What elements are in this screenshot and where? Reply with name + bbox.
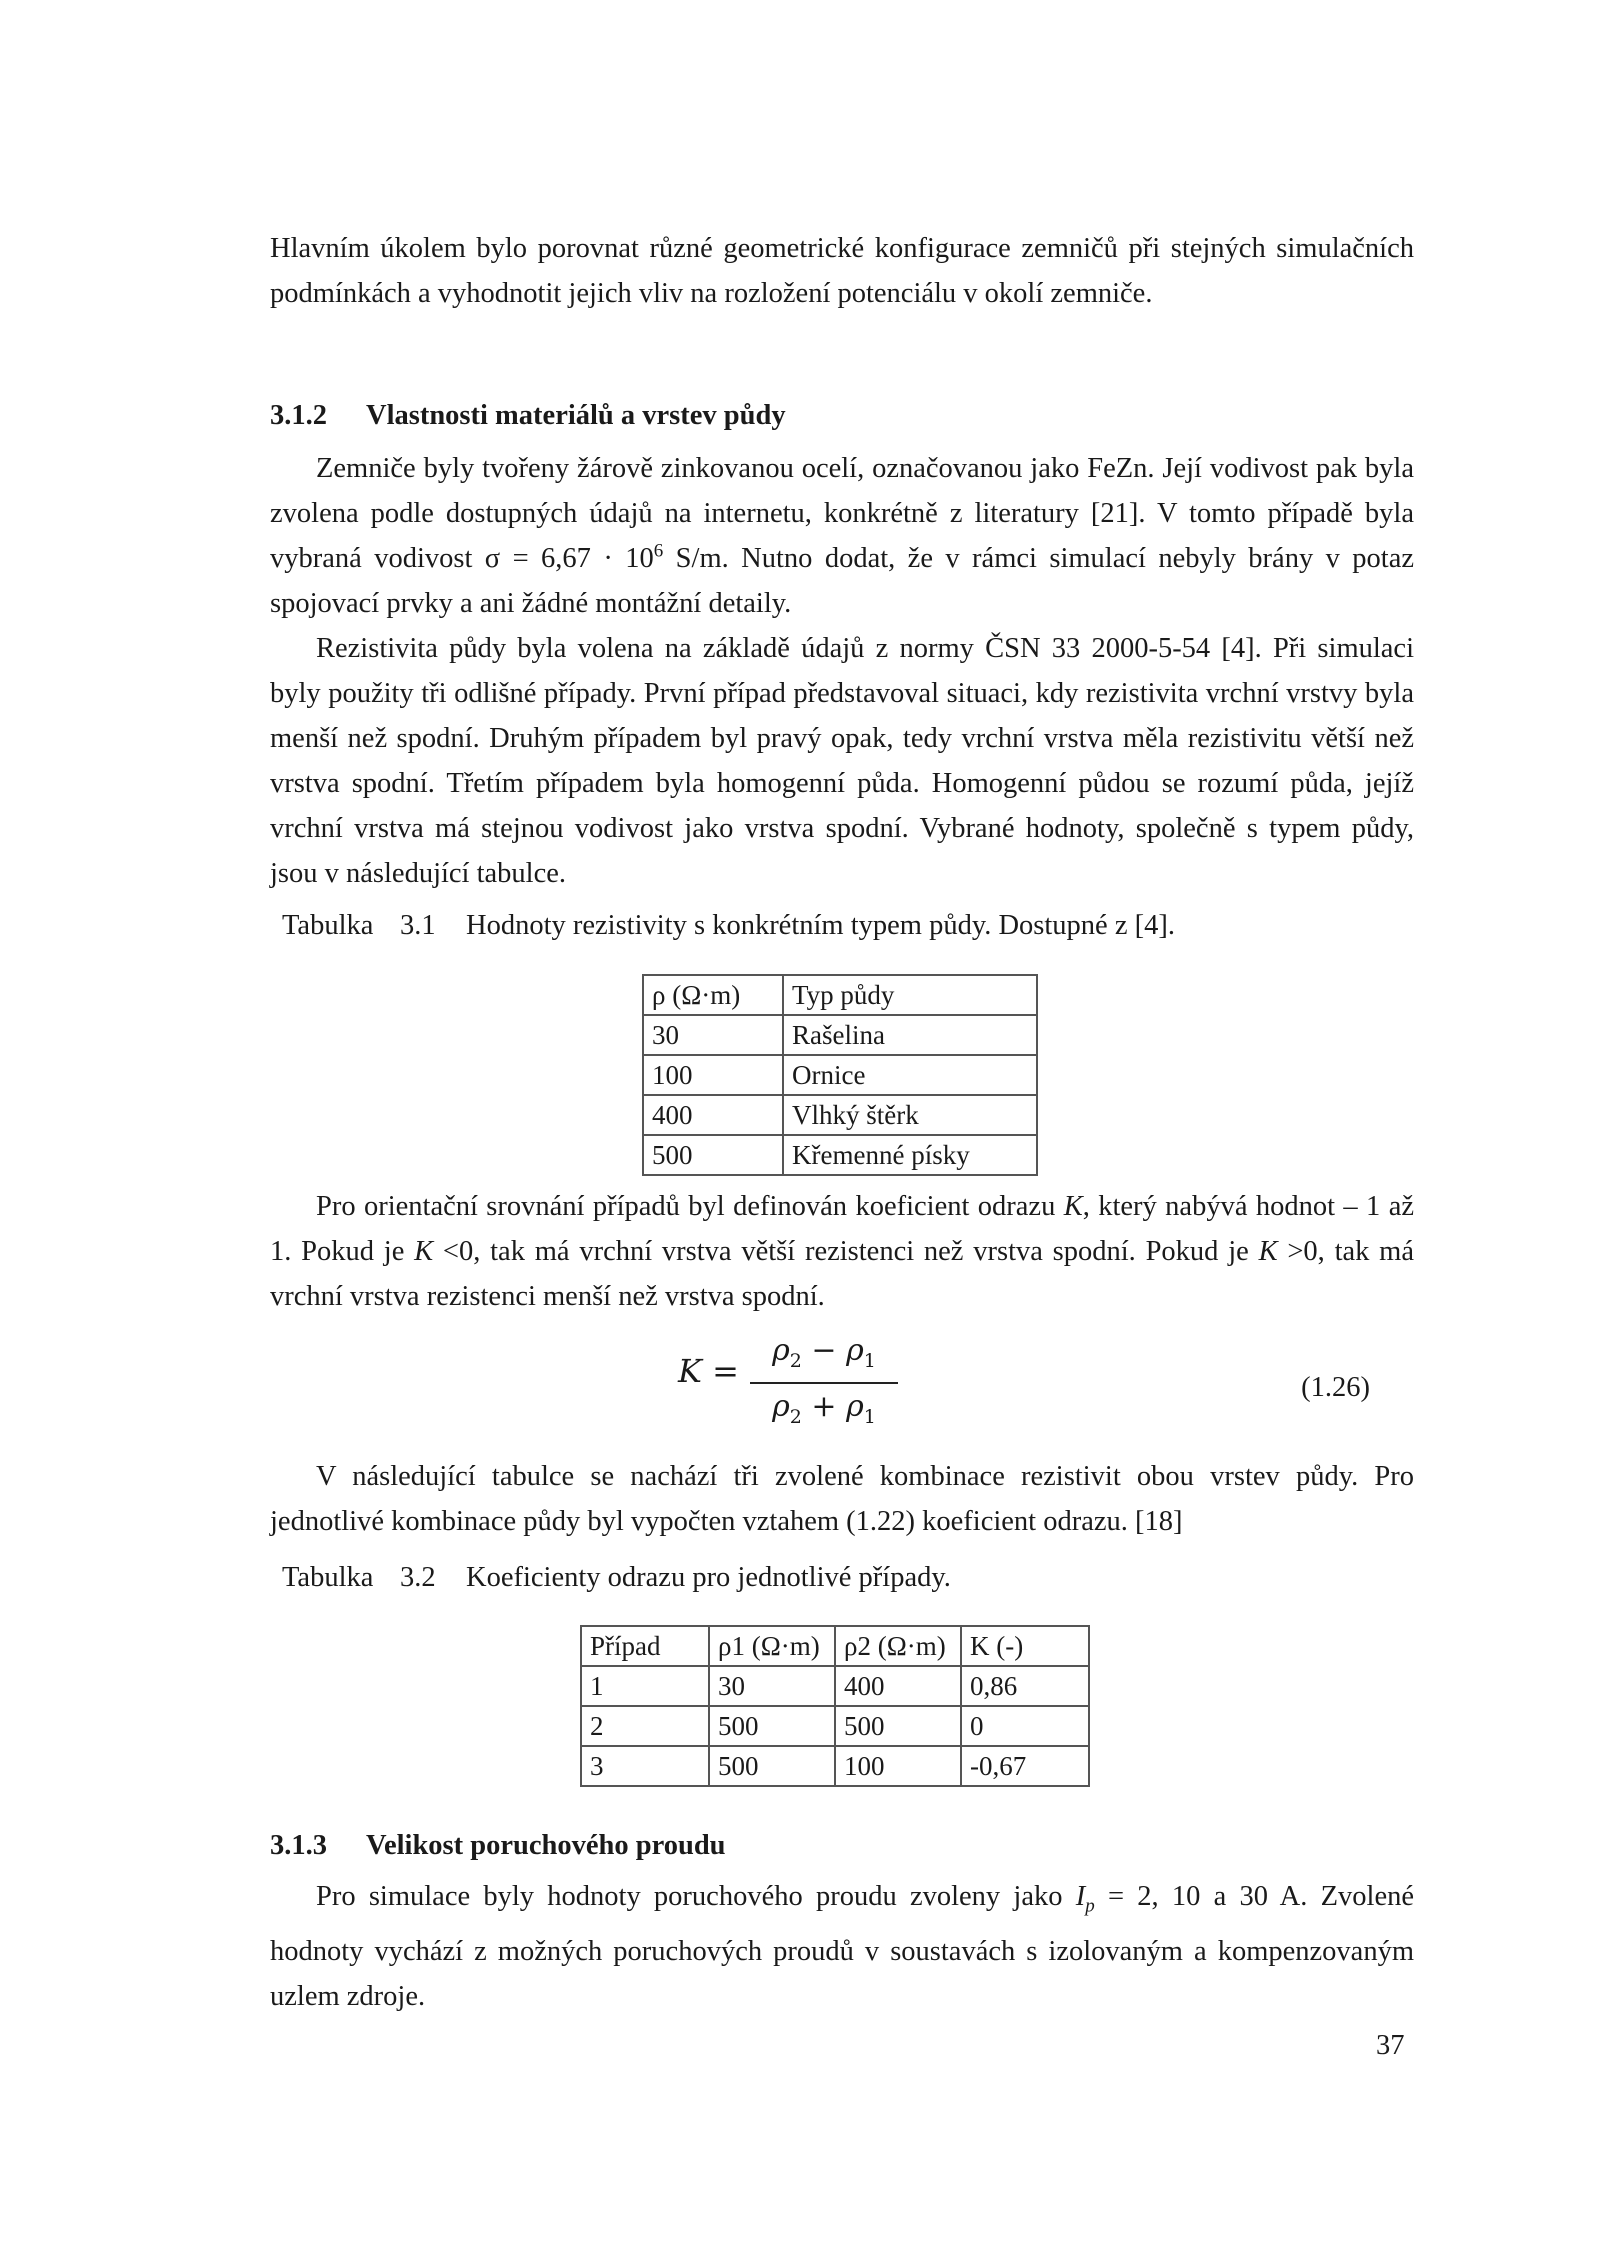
coefficient-paragraph xyxy=(270,1184,1414,1319)
conductivity-paragraph xyxy=(270,446,1414,626)
table-cell: 500 xyxy=(835,1706,961,1746)
rho: ρ xyxy=(846,1389,864,1424)
table-row xyxy=(581,1666,1089,1706)
header-cell: ρ (Ω·m) xyxy=(643,975,783,1015)
numerator xyxy=(750,1330,898,1384)
operator: + xyxy=(801,1389,847,1424)
section-title: Vlastnosti materiálů a vrstev půdy xyxy=(366,400,786,431)
reflection-coefficient-table xyxy=(580,1625,1090,1787)
paragraph-text: <0, tak má vrchní vrstva větší rezistenci než vrstva spodní. Pokud je xyxy=(433,1236,1259,1267)
header-cell: Typ půdy xyxy=(783,975,1037,1015)
caption-text: Hodnoty rezistivity s konkrétním typem půdy. Dostupné z [4]. xyxy=(466,910,1175,941)
caption-label: Tabulka xyxy=(282,910,374,941)
equation-lhs: K = xyxy=(678,1352,739,1390)
table-cell: 100 xyxy=(835,1746,961,1786)
table-cell: 400 xyxy=(643,1095,783,1135)
table-cell: 400 xyxy=(835,1666,961,1706)
table-cell: 0 xyxy=(961,1706,1089,1746)
paragraph-text: Pro simulace byly hodnoty poruchového proudu zvoleny jako xyxy=(316,1881,1076,1912)
table-cell: 1 xyxy=(581,1666,709,1706)
table-cell: -0,67 xyxy=(961,1746,1089,1786)
table-3-2-caption xyxy=(270,1558,1414,1598)
header-cell: K (-) xyxy=(961,1626,1089,1666)
table-cell: Vlhký štěrk xyxy=(783,1095,1037,1135)
variable-k: K xyxy=(414,1236,434,1267)
equation-number: (1.26) xyxy=(1301,1372,1370,1403)
equation-fraction xyxy=(750,1330,898,1440)
intro-paragraph: Hlavním úkolem bylo porovnat různé geometrické konfigurace zemničů při stejných simulačních podmínkách a vyhodnotit jejich vliv na rozložení potenciálu v okolí zemniče. xyxy=(270,233,1414,309)
subscript: p xyxy=(1085,1895,1095,1917)
header-cell: ρ2 (Ω·m) xyxy=(835,1626,961,1666)
denominator xyxy=(750,1384,898,1440)
header-cell: ρ1 (Ω·m) xyxy=(709,1626,835,1666)
page-number: 37 xyxy=(1376,2030,1405,2061)
table-row xyxy=(643,1095,1037,1135)
resistivity-table xyxy=(642,974,1038,1176)
table-row xyxy=(581,1746,1089,1786)
section-number: 3.1.3 xyxy=(270,1830,327,1861)
section-number: 3.1.2 xyxy=(270,400,327,431)
table-row xyxy=(581,1706,1089,1746)
table-row xyxy=(643,1015,1037,1055)
equation-1-26 xyxy=(270,1330,1414,1430)
section-heading-3-1-2 xyxy=(270,396,786,436)
variable-k: K xyxy=(1258,1236,1278,1267)
caption-number: 3.1 xyxy=(400,910,436,941)
table-cell: 500 xyxy=(643,1135,783,1175)
subscript: 2 xyxy=(789,1350,802,1372)
paragraph-text: Pro orientační srovnání případů byl definován koeficient odrazu xyxy=(316,1191,1064,1222)
table-cell: Ornice xyxy=(783,1055,1037,1095)
table-cell: Křemenné písky xyxy=(783,1135,1037,1175)
exponent: 6 xyxy=(653,540,664,562)
table-cell: 3 xyxy=(581,1746,709,1786)
paragraph-text: >0, tak má vrchní vrstva rezistenci menší než vrstva spodní. xyxy=(270,1236,1414,1312)
subscript: 1 xyxy=(863,1350,876,1372)
rho: ρ xyxy=(772,1389,790,1424)
subscript: 2 xyxy=(789,1406,802,1428)
variable-i: I xyxy=(1075,1881,1086,1912)
paragraph-text: , který nabývá hodnot – 1 až 1. Pokud je xyxy=(270,1191,1414,1267)
table-cell: 0,86 xyxy=(961,1666,1089,1706)
table-3-1-caption xyxy=(270,906,1414,946)
header-cell: Případ xyxy=(581,1626,709,1666)
rho: ρ xyxy=(846,1333,864,1368)
table-cell: 500 xyxy=(709,1706,835,1746)
variable-k: K xyxy=(1063,1191,1083,1222)
combinations-paragraph: V následující tabulce se nachází tři zvolené kombinace rezistivit obou vrstev půdy. Pro jednotlivé kombinace půdy byl vypočten vztahem (1.22) koeficient odrazu. [18] xyxy=(270,1461,1414,1537)
operator: − xyxy=(801,1333,847,1368)
table-cell: 30 xyxy=(709,1666,835,1706)
table-row xyxy=(643,1055,1037,1095)
section-heading-3-1-3 xyxy=(270,1826,726,1866)
table-row xyxy=(643,1135,1037,1175)
caption-number: 3.2 xyxy=(400,1562,436,1593)
table-cell: Rašelina xyxy=(783,1015,1037,1055)
table-cell: 2 xyxy=(581,1706,709,1746)
table-cell: 30 xyxy=(643,1015,783,1055)
paragraph-text: Zemniče byly tvořeny žárově zinkovanou ocelí, označovanou jako FeZn. Její vodivost pak byla zvolena podle dostupných údajů na internetu, konkrétně z literatury [21]. V tomto případě byla vybraná vodivost σ = 6,67 · 10 xyxy=(270,453,1414,574)
rho: ρ xyxy=(772,1333,790,1368)
table-cell: 100 xyxy=(643,1055,783,1095)
fault-current-paragraph xyxy=(270,1874,1414,2019)
caption-label: Tabulka xyxy=(282,1562,374,1593)
table-header-row xyxy=(581,1626,1089,1666)
resistivity-paragraph: Rezistivita půdy byla volena na základě údajů z normy ČSN 33 2000-5-54 [4]. Při simulaci byly použity tři odlišné případy. První případ představoval situaci, kdy rezistivita vrchní vrstvy byla menší než spodní. Druhým případem byl pravý opak, tedy vrchní vrstva měla rezistivitu větší než vrstva spodní. Třetím případem byla homogenní půda. Homogenní půdou se rozumí půda, jejíž vrchní vrstva má stejnou vodivost jako vrstva spodní. Vybrané hodnoty, společně s typem půdy, jsou v následující tabulce. xyxy=(270,633,1414,889)
section-title: Velikost poruchového proudu xyxy=(366,1830,726,1861)
subscript: 1 xyxy=(863,1406,876,1428)
table-header-row xyxy=(643,975,1037,1015)
paragraph-text: S/m. Nutno dodat, že v rámci simulací nebyly brány v potaz spojovací prvky a ani žádné montážní detaily. xyxy=(270,543,1414,619)
caption-text: Koeficienty odrazu pro jednotlivé případy. xyxy=(466,1562,951,1593)
paragraph-text: = 2, 10 a 30 A. Zvolené hodnoty vychází z možných poruchových proudů v soustavách s izolovaným a kompenzovaným uzlem zdroje. xyxy=(270,1881,1415,2012)
table-cell: 500 xyxy=(709,1746,835,1786)
